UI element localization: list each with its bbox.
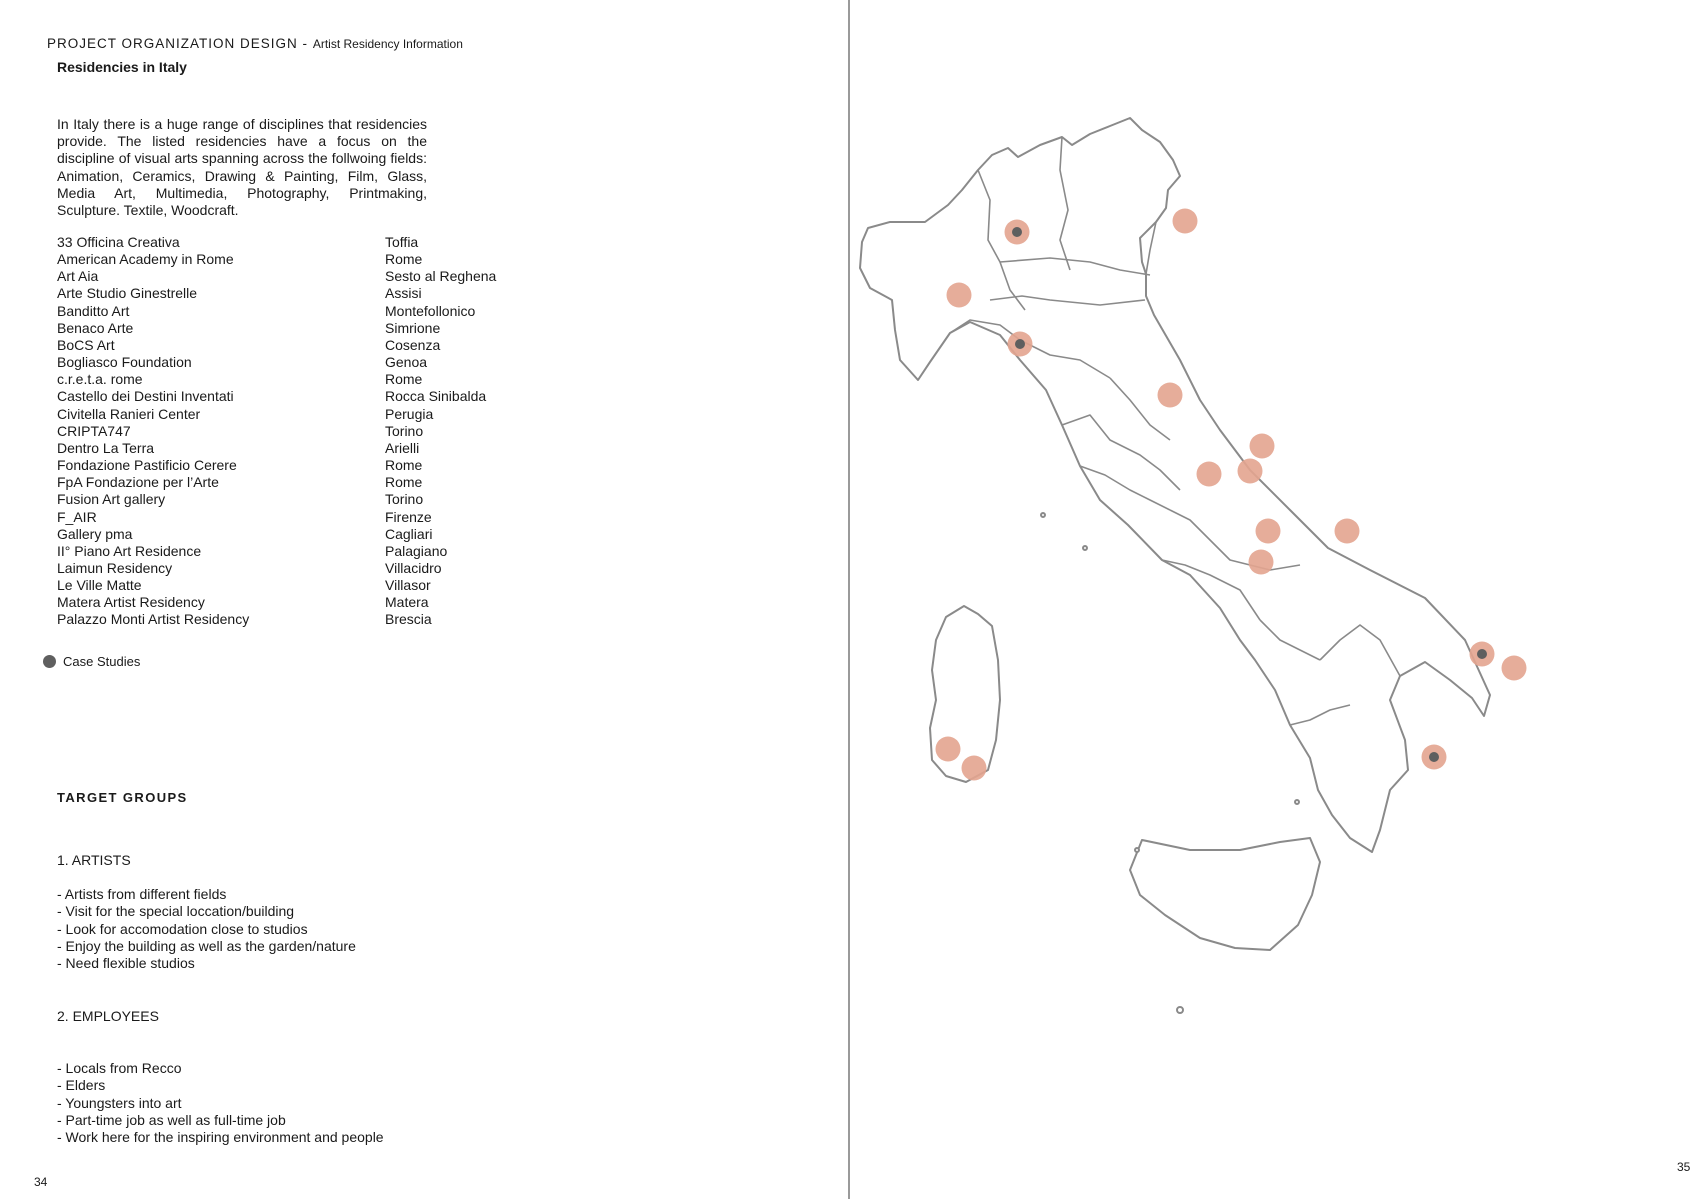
residency-marker <box>1158 383 1183 408</box>
residency-marker <box>962 756 987 781</box>
list-item: - Elders <box>57 1077 106 1094</box>
residency-place: Brescia <box>385 611 432 628</box>
residency-row <box>57 406 517 423</box>
map-legend <box>43 654 140 669</box>
residency-place: Torino <box>385 491 424 508</box>
residency-row <box>57 594 517 611</box>
residency-row <box>57 509 517 526</box>
page-number-right: 35 <box>1677 1160 1691 1174</box>
residency-row <box>57 388 517 405</box>
residency-place: Toffia <box>385 234 419 250</box>
list-item: - Look for accomodation close to studios <box>57 920 308 937</box>
residency-row <box>57 268 517 285</box>
residency-row <box>57 491 517 508</box>
residency-name: Le Ville Matte <box>57 577 142 594</box>
residency-row <box>57 303 517 320</box>
residency-row <box>57 251 517 268</box>
list-item: - Artists from different fields <box>57 886 227 902</box>
intro-paragraph: In Italy there is a huge range of disciplines that residencies provide. The listed residencies have a focus on the discipline of visual arts spanning across the follwoing fields: Animation, Ceramics, Drawing & Painting, Film, Glass, Media Art, Multimedia, Photography, Printmaking, Sculpture. Textile, Woodcraft. <box>57 116 427 219</box>
target-groups-title: TARGET GROUPS <box>57 790 188 805</box>
residency-name: Fondazione Pastificio Cerere <box>57 457 237 474</box>
residency-marker <box>1250 434 1275 459</box>
residency-name: c.r.e.t.a. rome <box>57 371 143 388</box>
residency-place: Firenze <box>385 508 432 525</box>
case-study-marker <box>1429 752 1439 762</box>
list-item: - Part-time job as well as full-time job <box>57 1111 286 1128</box>
right-page <box>850 0 1696 1199</box>
residency-place: Rome <box>385 474 423 491</box>
section-title: Residencies in Italy <box>57 59 187 75</box>
list-item: - Need flexible studios <box>57 955 195 972</box>
residency-row <box>57 354 517 371</box>
residency-place: Matera <box>385 594 429 611</box>
list-item: - Visit for the special loccation/building <box>57 903 295 920</box>
residency-row <box>57 285 517 302</box>
residency-place: Sesto al Reghena <box>385 268 497 285</box>
document-header <box>47 36 463 51</box>
residency-name: BoCS Art <box>57 336 115 353</box>
residency-name: American Academy in Rome <box>57 251 234 268</box>
page-number-left: 34 <box>34 1175 48 1189</box>
residency-place: Assisi <box>385 285 422 302</box>
residency-name: CRIPTA747 <box>57 422 131 439</box>
residency-row <box>57 337 517 354</box>
residency-name: Gallery pma <box>57 525 133 542</box>
residency-marker <box>1249 550 1274 575</box>
legend-label: Case Studies <box>63 654 141 669</box>
residency-row <box>57 457 517 474</box>
residency-place: Genoa <box>385 354 428 371</box>
residency-place: Simrione <box>385 319 441 336</box>
residency-name: Palazzo Monti Artist Residency <box>57 611 250 628</box>
residency-name: Castello dei Destini Inventati <box>57 388 234 405</box>
residency-row <box>57 560 517 577</box>
residency-place: Cosenza <box>385 336 441 353</box>
residency-place: Rome <box>385 251 423 268</box>
residency-place: Torino <box>385 422 424 439</box>
case-study-legend-icon <box>43 655 56 668</box>
residency-marker <box>1197 462 1222 487</box>
group-title-artists: 1. ARTISTS <box>57 852 131 868</box>
header-title: PROJECT ORGANIZATION DESIGN <box>47 36 298 51</box>
residency-place: Villacidro <box>385 559 442 576</box>
residency-row <box>57 526 517 543</box>
residency-marker <box>1173 209 1198 234</box>
header-separator: - <box>302 36 309 51</box>
residency-marker <box>1335 519 1360 544</box>
residency-place: Perugia <box>385 405 434 422</box>
residency-row <box>57 474 517 491</box>
residency-name: Matera Artist Residency <box>57 594 205 611</box>
case-study-marker <box>1477 649 1487 659</box>
residency-place: Rocca Sinibalda <box>385 388 487 405</box>
residency-name: Banditto Art <box>57 302 130 319</box>
residency-name: FpA Fondazione per l’Arte <box>57 474 219 491</box>
residency-marker <box>947 283 972 308</box>
residency-name: Civitella Ranieri Center <box>57 405 201 422</box>
residency-marker <box>1238 459 1263 484</box>
header-subtitle: Artist Residency Information <box>312 37 463 51</box>
residency-name: Dentro La Terra <box>57 439 155 456</box>
residency-row <box>57 371 517 388</box>
list-item: - Locals from Recco <box>57 1060 182 1076</box>
residency-place: Arielli <box>385 439 420 456</box>
residency-place: Rome <box>385 457 423 474</box>
residency-row <box>57 423 517 440</box>
residency-marker <box>1502 656 1527 681</box>
residency-name: Bogliasco Foundation <box>57 354 192 371</box>
residency-name: Laimun Residency <box>57 559 173 576</box>
residency-place: Cagliari <box>385 525 433 542</box>
group-title-employees: 2. EMPLOYEES <box>57 1008 159 1024</box>
sicily-outline <box>1130 838 1320 950</box>
residency-row <box>57 234 517 251</box>
list-item: - Youngsters into art <box>57 1094 182 1111</box>
residency-place: Villasor <box>385 577 431 594</box>
employees-list <box>57 1060 384 1146</box>
artists-list <box>57 886 356 972</box>
residency-name: Art Aia <box>57 268 99 285</box>
residency-name: Arte Studio Ginestrelle <box>57 285 198 302</box>
residency-name: Benaco Arte <box>57 319 134 336</box>
residency-place: Palagiano <box>385 542 448 559</box>
list-item: - Enjoy the building as well as the garden/nature <box>57 937 356 954</box>
residency-name: F_AIR <box>57 508 97 525</box>
residency-name: 33 Officina Creativa <box>57 234 180 250</box>
residency-place: Montefollonico <box>385 302 476 319</box>
italy-map <box>850 0 1696 1199</box>
list-item: - Work here for the inspiring environment and people <box>57 1129 384 1146</box>
residency-row <box>57 611 517 628</box>
case-study-marker <box>1012 227 1022 237</box>
residency-row <box>57 577 517 594</box>
residency-row <box>57 320 517 337</box>
residency-name: II° Piano Art Residence <box>57 542 202 559</box>
residency-row <box>57 543 517 560</box>
residency-place: Rome <box>385 371 423 388</box>
residency-row <box>57 440 517 457</box>
residency-list <box>57 234 517 629</box>
residency-name: Fusion Art gallery <box>57 491 166 508</box>
residency-marker <box>1256 519 1281 544</box>
case-study-marker <box>1015 339 1025 349</box>
residency-marker <box>936 737 961 762</box>
